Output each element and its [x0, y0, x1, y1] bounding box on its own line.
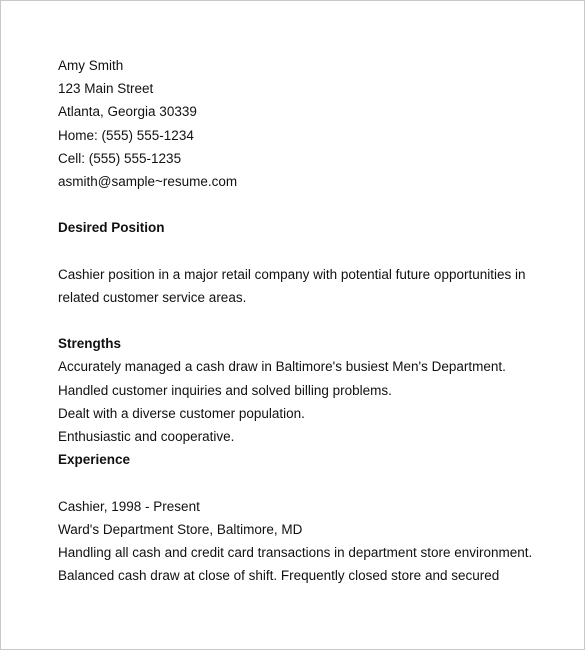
spacer	[58, 309, 558, 332]
spacer	[58, 471, 558, 494]
strengths-section	[58, 332, 558, 448]
experience-job-title: Cashier, 1998 - Present	[58, 498, 200, 514]
strength-item: Handled customer inquiries and solved billing problems.	[58, 382, 392, 398]
strength-item: Enthusiastic and cooperative.	[58, 429, 235, 444]
spacer	[58, 193, 558, 216]
strength-item: Dealt with a diverse customer population.	[58, 405, 305, 421]
resume-document	[58, 54, 558, 587]
strengths-heading: Strengths	[58, 336, 122, 352]
experience-heading: Experience	[58, 452, 131, 468]
spacer	[58, 240, 558, 263]
experience-section	[58, 448, 558, 587]
experience-duty: Balanced cash draw at close of shift. Frequently closed store and secured	[58, 568, 500, 584]
contact-name: Amy Smith	[58, 58, 124, 73]
contact-block	[58, 54, 558, 193]
contact-email: asmith@sample~resume.com	[58, 173, 238, 189]
desired-position-line: related customer service areas.	[58, 289, 247, 305]
contact-street: 123 Main Street	[58, 81, 154, 97]
desired-position-section	[58, 216, 558, 309]
desired-position-line: Cashier position in a major retail company with potential future opportunities in	[58, 266, 526, 282]
experience-duty: Handling all cash and credit card transactions in department store environment.	[58, 544, 533, 560]
contact-cell-phone: Cell: (555) 555-1235	[58, 150, 182, 166]
contact-city: Atlanta, Georgia 30339	[58, 104, 197, 120]
experience-employer: Ward's Department Store, Baltimore, MD	[58, 521, 303, 537]
contact-home-phone: Home: (555) 555-1234	[58, 127, 194, 143]
desired-position-heading: Desired Position	[58, 220, 165, 236]
strength-item: Accurately managed a cash draw in Baltimore's busiest Men's Department.	[58, 359, 506, 375]
